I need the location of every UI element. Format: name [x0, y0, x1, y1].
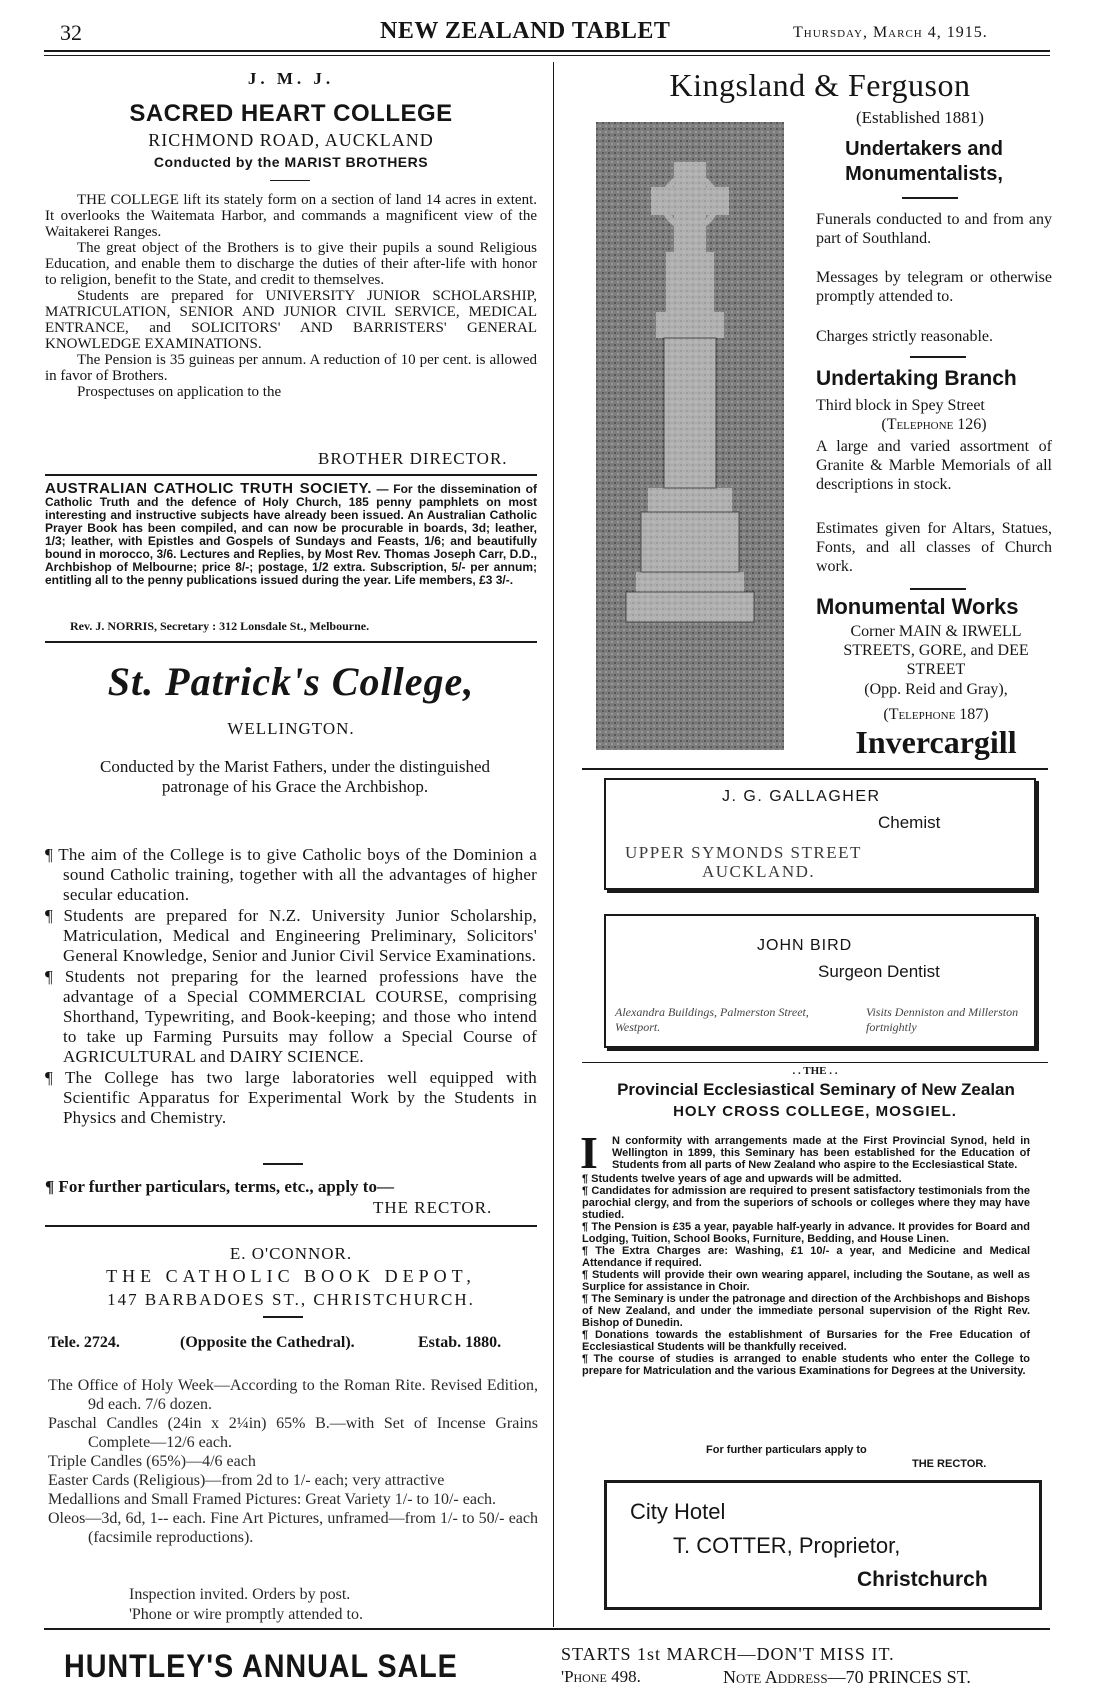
seminary-paragraph: ¶ Students twelve years of age and upwards will be admitted. [582, 1173, 902, 1185]
footer-rule [44, 1628, 1050, 1630]
header-rule [44, 50, 1050, 52]
seminary-paragraph: ¶ Candidates for admission are required to present satisfactory testimonials from the parochial clergy, and from the superiors of schools or colleges where they may have studied. [582, 1185, 1030, 1221]
kf-branch-title: Undertaking Branch [816, 367, 1017, 390]
kf-funerals: Funerals conducted to and from any part of Southland. [816, 211, 1052, 247]
bird-address-left: Alexandra Buildings, Palmerston Street, Westport. [615, 1005, 809, 1034]
seminary-signature: THE RECTOR. [912, 1458, 987, 1470]
oconnor-address: 147 BARBADOES ST., CHRISTCHURCH. [107, 1290, 475, 1309]
st-patricks-bullets [45, 845, 537, 1129]
seminary-paragraph: ¶ The Pension is £35 a year, payable half-yearly in advance. It provides for Board and Lodging, Tuition, School Books, Furniture, Bedding, and House Linen. [582, 1221, 1030, 1245]
actcs-secretary: Rev. J. NORRIS, Secretary : 312 Lonsdale St., Melbourne. [70, 619, 370, 633]
city-hotel-name: City Hotel [630, 1499, 726, 1524]
column-divider [553, 62, 554, 1627]
section-rule [45, 474, 537, 476]
seminary-paragraph: ¶ Students will provide their own wearing apparel, including the Soutane, as well as Surplice for assistance in Choir. [582, 1269, 1030, 1293]
bird-name: JOHN BIRD [757, 937, 853, 954]
seminary-paragraph: N conformity with arrangements made at the First Provincial Synod, held in Wellington in 1899, this Seminary has been established for the Education of Students from all parts of New Zealand who aspire to the Ecclesiastical State. [612, 1135, 1030, 1171]
kf-branch-tel: (Telephone 126) [881, 416, 987, 433]
seminary-paragraph: ¶ The Seminary is under the patronage and direction of the Archbishops and Bishops of New Zealand, and under the immediate personal supervision of the Right Rev. Bishop of Dunedin. [582, 1293, 1030, 1329]
divider [263, 1163, 303, 1165]
divider [263, 1316, 303, 1318]
oconnor-item: Easter Cards (Religious)—from 2d to 1/- each; very attractive [48, 1472, 445, 1489]
oconnor-item: Triple Candles (65%)—4/6 each [48, 1453, 256, 1470]
st-patricks-bullet: ¶ The College has two large laboratories well equipped with Scientific Apparatus for Experimental Work by the Students in Physics and Chemistry. [45, 1068, 537, 1127]
oconnor-items [48, 1376, 538, 1547]
section-rule [45, 641, 537, 643]
section-rule [582, 768, 1048, 770]
college-conducted: Conducted by the MARIST BROTHERS [153, 154, 429, 170]
kf-estimates: Estimates given for Altars, Statues, Fonts, and all classes of Church work. [816, 520, 1052, 575]
seminary-the: . . THE . . [792, 1065, 838, 1077]
st-patricks-further: ¶ For further particulars, terms, etc., apply to— [45, 1177, 394, 1196]
jmj-heading: J. M. J. [247, 69, 335, 88]
header-rule-thin [44, 55, 1050, 56]
oconnor-tele: Tele. 2724. [48, 1334, 120, 1351]
college-body [45, 192, 537, 400]
gallagher-city: AUCKLAND. [702, 862, 816, 881]
oconnor-opposite: (Opposite the Cathedral). [180, 1334, 355, 1351]
kf-works-address: Corner MAIN & IRWELL STREETS, GORE, and DEE STREET [843, 623, 1029, 678]
footer-phone: 'Phone 498. [561, 1667, 641, 1686]
kf-trade: Undertakers and Monumentalists, [845, 138, 1003, 185]
st-patricks-bullet: ¶ Students are prepared for N.Z. University Junior Scholarship, Matriculation, Medical and Engineering Preliminary, Solicitors' General Knowledge, Senior and Junior Civil Service Examinations. [45, 906, 537, 965]
seminary-title: Provincial Ecclesiastical Seminary of New Zealan [617, 1080, 1015, 1099]
city-hotel-city: Christchurch [857, 1568, 988, 1591]
oconnor-name: E. O'CONNOR. [229, 1244, 353, 1263]
oconnor-estab: Estab. 1880. [418, 1334, 502, 1351]
college-paragraph: The Pension is 35 guineas per annum. A reduction of 10 per cent. is allowed in favor of Brothers. [45, 352, 537, 384]
section-rule [45, 1225, 537, 1227]
seminary-paragraph: ¶ Donations towards the establishment of Bursaries for the Free Education of Ecclesiastical Students will be thankfully received. [582, 1329, 1030, 1353]
actcs-text [45, 482, 537, 587]
oconnor-item: Paschal Candles (24in x 2¼in) 65% B.—with Set of Incense Grains Complete—12/6 each. [48, 1415, 538, 1451]
divider [270, 180, 310, 181]
monument-cross-icon [596, 122, 784, 750]
gallagher-trade: Chemist [878, 813, 941, 832]
st-patricks-bullet: ¶ The aim of the College is to give Catholic boys of the Dominion a sound Catholic training, together with all the advantages of higher secular education. [45, 845, 537, 904]
bird-address-right: Visits Denniston and Millerston fortnightly [866, 1005, 1019, 1034]
college-paragraph: THE COLLEGE lift its stately form on a section of land 14 acres in extent. It overlooks the Waitemata Harbor, and commands a magnificent view of the Waitakerei Ranges. [45, 192, 537, 240]
footer-sale: HUNTLEY'S ANNUAL SALE [64, 1648, 458, 1684]
seminary-body [582, 1135, 1030, 1377]
kf-name: Kingsland & Ferguson [669, 67, 971, 103]
actcs-heading: AUSTRALIAN CATHOLIC TRUTH SOCIETY. [45, 480, 372, 497]
st-patricks-title: St. Patrick's College, [107, 659, 475, 704]
kf-works-tel: (Telephone 187) [883, 706, 989, 723]
footer-starts: STARTS 1st MARCH—DON'T MISS IT. [561, 1644, 895, 1664]
seminary-paragraph: ¶ The Extra Charges are: Washing, £1 10/- a year, and Medicine and Medical Attendance if required. [582, 1245, 1030, 1269]
kf-city: Invercargill [855, 724, 1017, 760]
oconnor-item: Medallions and Small Framed Pictures: Great Variety 1/- to 10/- each. [48, 1491, 497, 1508]
gallagher-street: UPPER SYMONDS STREET [625, 843, 862, 862]
oconnor-item: Oleos—3d, 6d, 1-- each. Fine Art Pictures, unframed—from 1/- to 50/- each (facsimile reproductions). [48, 1510, 538, 1546]
seminary-college: HOLY CROSS COLLEGE, MOSGIEL. [673, 1103, 957, 1120]
college-address: RICHMOND ROAD, AUCKLAND [148, 130, 434, 150]
seminary-further: For further particulars apply to [706, 1444, 867, 1456]
st-patricks-city: WELLINGTON. [227, 719, 355, 738]
kf-charges: Charges strictly reasonable. [816, 328, 993, 345]
city-hotel-proprietor: T. COTTER, Proprietor, [673, 1533, 901, 1558]
kf-messages: Messages by telegram or otherwise promptly attended to. [816, 269, 1052, 305]
college-signature: BROTHER DIRECTOR. [318, 449, 508, 468]
divider [910, 356, 966, 358]
gallagher-name: J. G. GALLAGHER [722, 788, 881, 805]
kf-assortment: A large and varied assortment of Granite & Marble Memorials of all descriptions in stock. [816, 438, 1052, 493]
oconnor-depot: THE CATHOLIC BOOK DEPOT, [106, 1266, 476, 1286]
divider [910, 588, 966, 590]
kf-branch-address: Third block in Spey Street [816, 397, 985, 414]
divider [902, 197, 958, 199]
st-patricks-intro: Conducted by the Marist Fathers, under the distinguished patronage of his Grace the Archbishop. [100, 757, 490, 796]
bird-trade: Surgeon Dentist [818, 962, 940, 981]
seminary-paragraph: ¶ The course of studies is arranged to enable students who enter the College to prepare for Matriculation and the various Examinations for Degrees at the University. [582, 1353, 1030, 1377]
masthead: NEW ZEALAND TABLET [380, 18, 671, 44]
college-paragraph: Prospectuses on application to the [77, 384, 282, 400]
footer-address: Note Address—70 PRINCES ST. [723, 1667, 971, 1687]
seminary-initial: I [580, 1127, 598, 1178]
page-number: 32 [60, 20, 82, 45]
st-patricks-bullet: ¶ Students not preparing for the learned professions have the advantage of a Special COMMERCIAL COURSE, comprising Shorthand, Typewriting, and Book-keeping; and those who intend to take up Farming Pursuits may follow a Special Course of AGRICULTURAL and DAIRY SCIENCE. [45, 967, 537, 1066]
kf-works-title: Monumental Works [816, 594, 1019, 619]
oconnor-phone: 'Phone or wire promptly attended to. [129, 1606, 363, 1623]
college-paragraph: The great object of the Brothers is to give their pupils a sound Religious Education, and enable them to discharge the duties of their after-life with honor to religion, benefit to the State, and credit to themselves. [45, 240, 537, 288]
kf-established: (Established 1881) [856, 108, 984, 127]
oconnor-item: The Office of Holy Week—According to the Roman Rite. Revised Edition, 9d each. 7/6 dozen. [48, 1377, 538, 1413]
actcs-body: — For the dissemination of Catholic Truth and the defence of Holy Church, 185 penny pamphlets on most interesting and instructive subjects have already been issued. An Australian Catholic Prayer Book has been compiled, and can now be procurable in boards, 3d; leather, 1/3; leather, with Epistles and Gospels of Sundays and Feasts, 1/6; and beautifully bound in morocco, 3/6. Lectures and Replies, by Most Rev. Thomas Joseph Carr, D.D., Archbishop of Melbourne; price 8/-; postage, 1/2 extra. Subscription, 5/- per annum; entitling all to the penny publications issued during the year. Life members, £3 3/-. [45, 482, 538, 587]
college-paragraph: Students are prepared for UNIVERSITY JUNIOR SCHOLARSHIP, MATRICULATION, SENIOR AND JUNIOR CIVIL SERVICE, MEDICAL ENTRANCE, and SOLICITORS' AND BARRISTERS' GENERAL KNOWLEDGE EXAMINATIONS. [45, 288, 537, 352]
oconnor-inspection: Inspection invited. Orders by post. [129, 1586, 351, 1603]
section-rule [582, 1062, 1048, 1063]
college-title: SACRED HEART COLLEGE [129, 100, 453, 127]
kf-works-opp: (Opp. Reid and Gray), [864, 681, 1008, 698]
issue-date: Thursday, March 4, 1915. [793, 24, 988, 41]
st-patricks-signature: THE RECTOR. [373, 1198, 493, 1217]
